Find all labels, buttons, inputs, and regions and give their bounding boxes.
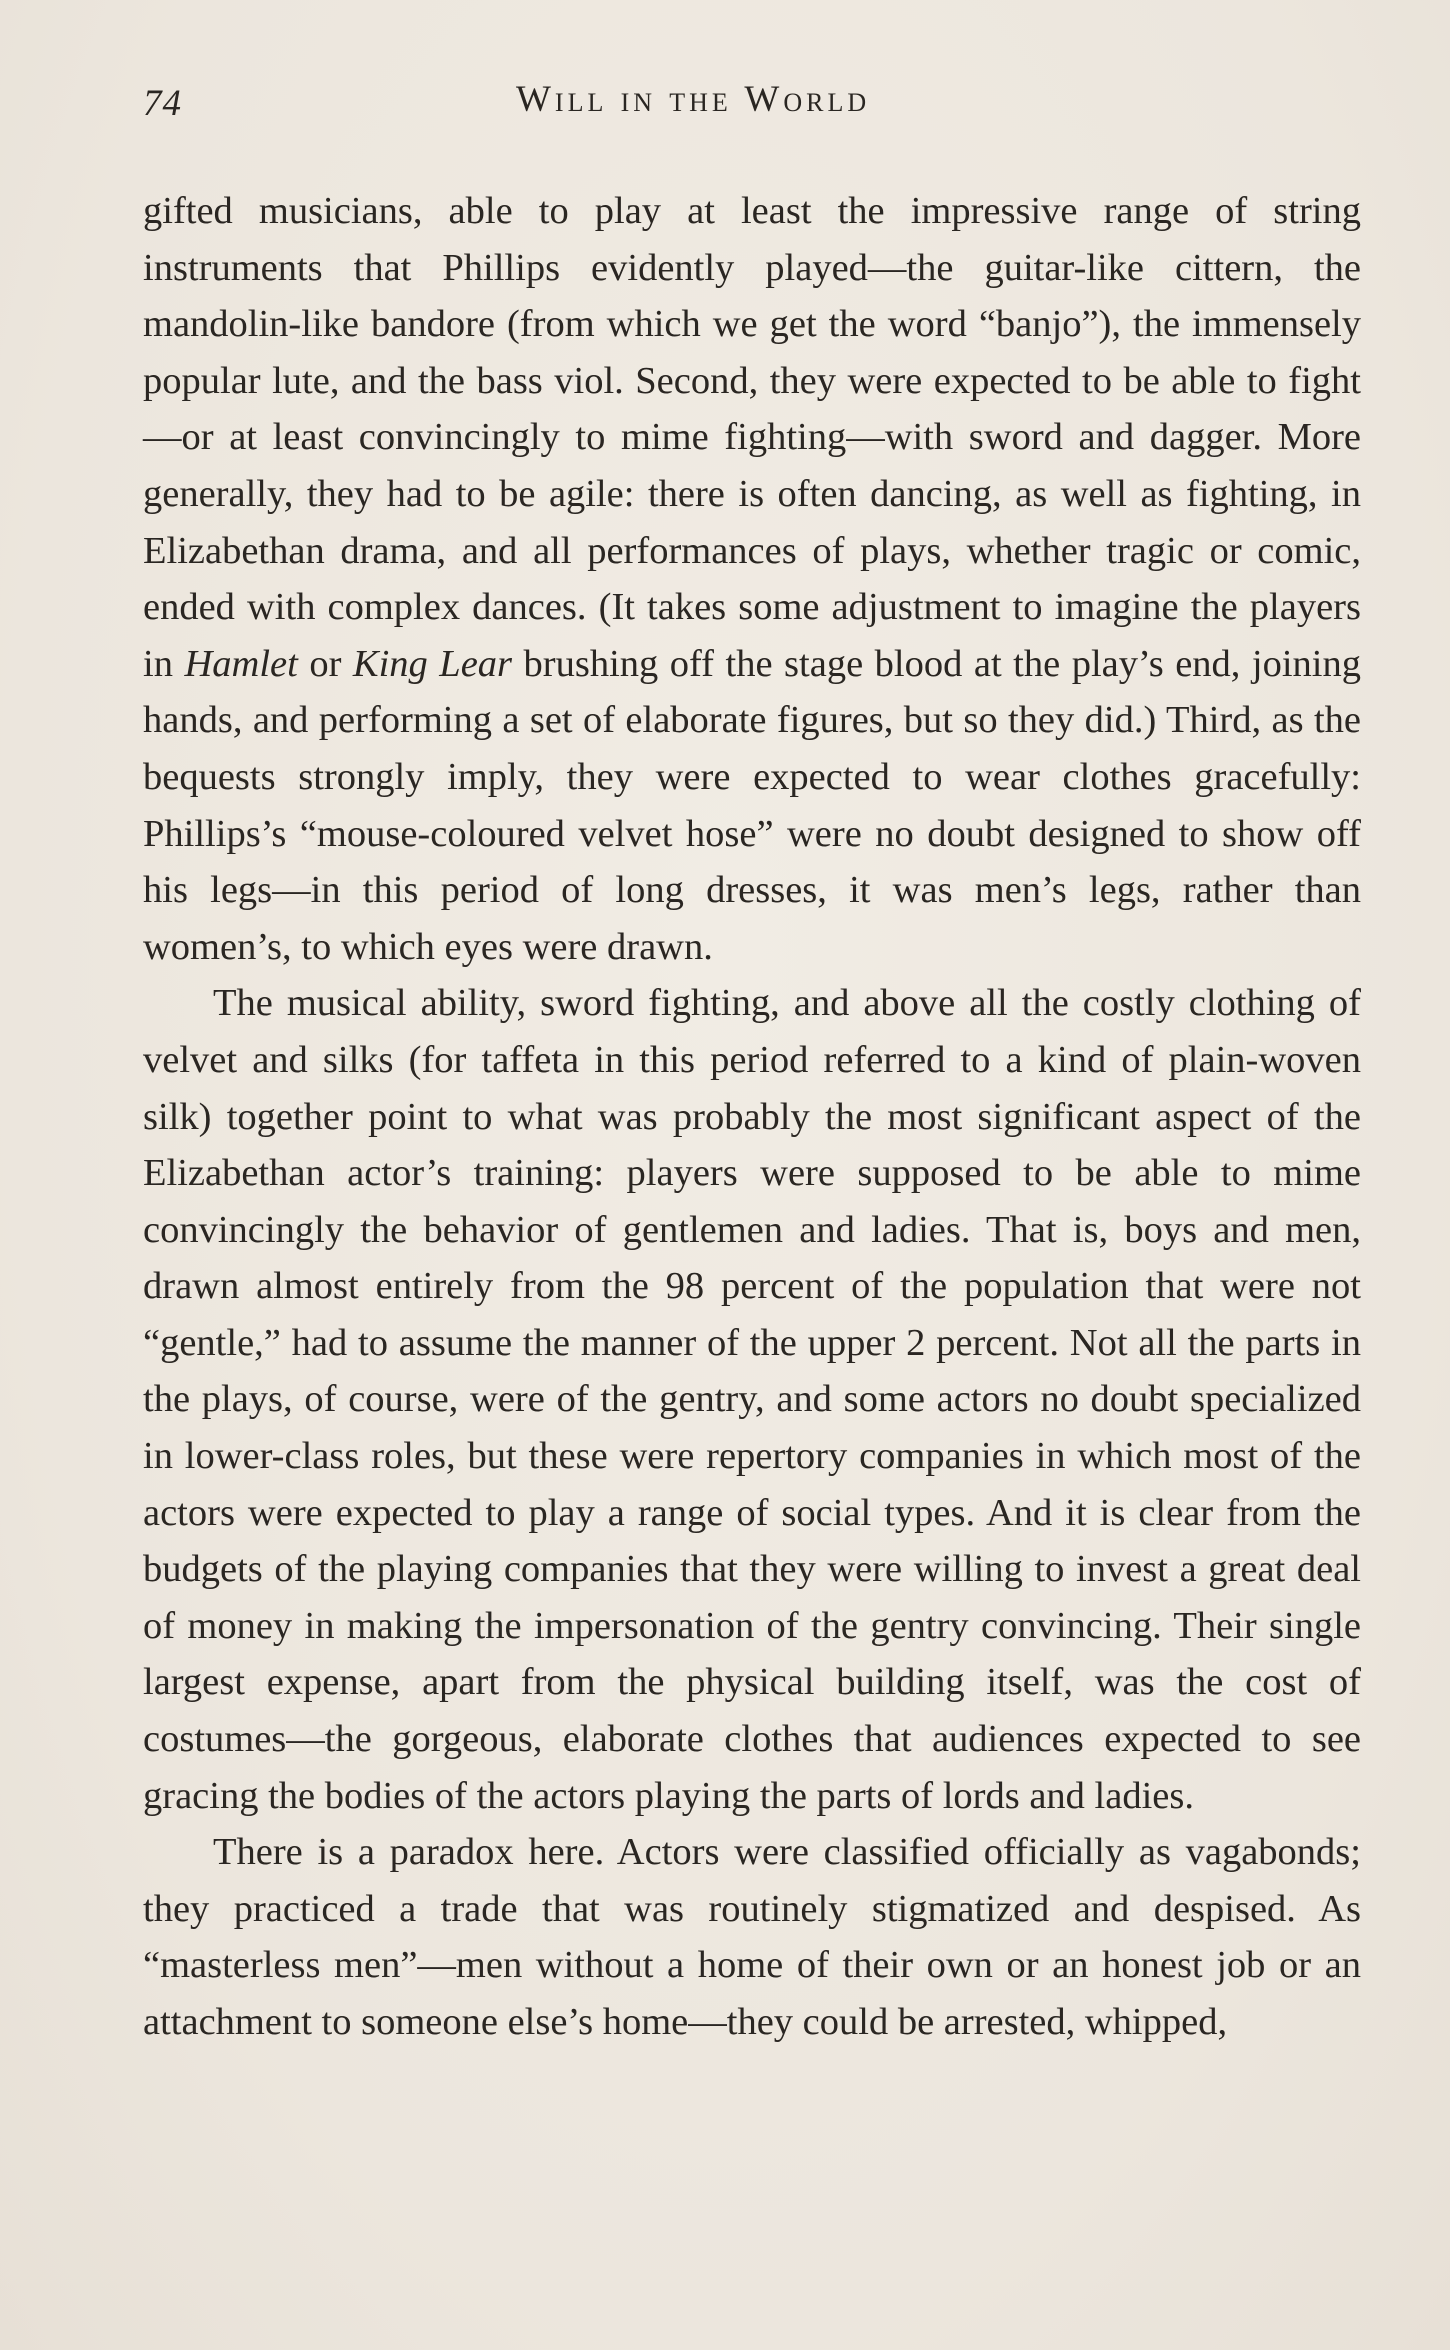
book-title: Will in the World: [516, 79, 871, 120]
paragraph-1-part-2: or: [297, 642, 353, 685]
page-number: 74: [143, 83, 182, 124]
play-title-king-lear: King Lear: [352, 642, 513, 685]
paragraph-1-part-3: brushing off the stage blood at the play’s end, joining hands, and performing a set of elaborate figures, but so they did.) Third, as the bequests strongly imply, they were expected to wear clothes gracefully: Phillips’s “mouse-coloured velvet hose” were no doubt designed to show off his legs—in this period of long dresses, it was men’s legs, rather than women’s, to which eyes were drawn.: [143, 642, 1362, 968]
paragraph-3: There is a paradox here. Actors were classified officially as vagabonds; they practiced a trade that was routinely stigmatized and despised. As “masterless men”—men without a home of their own or an honest job or an attachment to someone else’s home—they could be arrested, whipped,: [143, 1831, 1361, 2043]
paragraph-2: The musical ability, sword fighting, and above all the costly clothing of velvet and silks (for taffeta in this period referred to a kind of plain-woven silk) together point to what was probably the most significant aspect of the Elizabethan actor’s training: players were supposed to be able to mime convincingly the behavior of gentlemen and ladies. That is, boys and men, drawn almost entirely from the 98 percent of the population that were not “gentle,” had to assume the manner of the upper 2 percent. Not all the parts in the plays, of course, were of the gentry, and some actors no doubt specialized in lower-class roles, but these were repertory companies in which most of the actors were expected to play a range of social types. And it is clear from the budgets of the playing companies that they were willing to invest a great deal of money in making the impersonation of the gentry convincing. Their single largest expense, apart from the physical building itself, was the cost of costumes—the gorgeous, elaborate clothes that audiences expected to see gracing the bodies of the actors playing the parts of lords and ladies.: [143, 982, 1361, 1817]
paragraph-1: [143, 183, 1361, 975]
running-head: [143, 78, 1363, 128]
paragraph-1-part-1: gifted musicians, able to play at least the impressive range of string instruments that Phillips evidently played—the guitar-like cittern, the mandolin-like bandore (from which we get the word “banjo”), the immensely popular lute, and the bass viol. Second, they were expected to be able to fight—or at least convincingly to mime fighting—with sword and dagger. More generally, they had to be agile: there is often dancing, as well as fighting, in Elizabethan drama, and all performances of plays, whether tragic or comic, ended with complex dances. (It takes some adjustment to imagine the players in: [143, 190, 1361, 685]
body-text: [143, 183, 1361, 2051]
play-title-hamlet: Hamlet: [184, 642, 298, 685]
